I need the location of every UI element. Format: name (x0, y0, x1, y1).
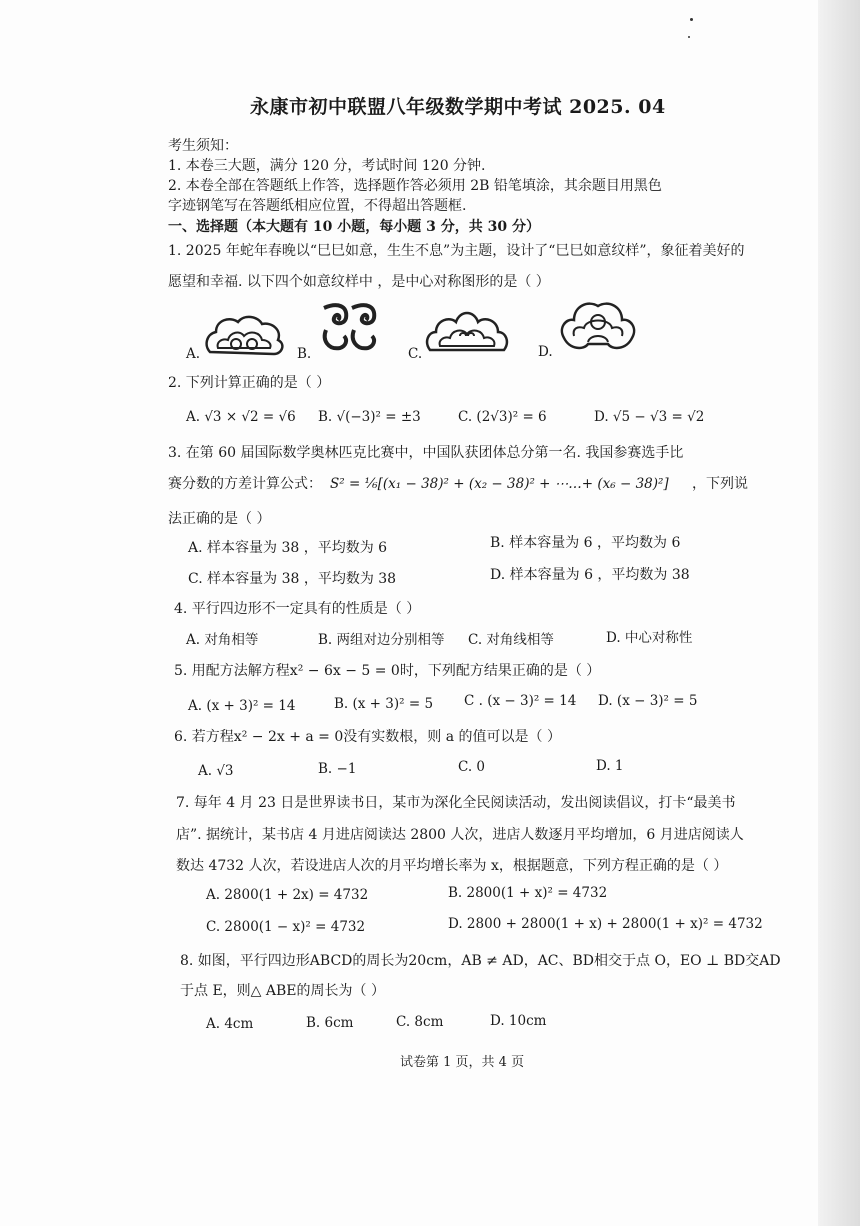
q3-line-2b: ，下列说 (692, 476, 748, 492)
q3-line-2a: 赛分数的方差计算公式： (168, 476, 322, 492)
q8-option-b: B. 6cm (306, 1015, 354, 1031)
ruyi-pattern-d-icon (560, 298, 636, 354)
q3-line-1: 3. 在第 60 届国际数学奥林匹克比赛中，中国队获团体总分第一名. 我国参赛选手比 (168, 445, 684, 461)
notice-line-2a: 2. 本卷全部在答题纸上作答，选择题作答必须用 2B 铅笔填涂，其余题目用黑色 (168, 178, 662, 194)
q5-stem: 5. 用配方法解方程x² − 6x − 5 = 0时，下列配方结果正确的是（ ） (174, 663, 601, 679)
q3-option-c: C. 样本容量为 38 ，平均数为 38 (188, 571, 397, 587)
q4-option-c: C. 对角线相等 (468, 632, 554, 648)
q1-option-b-label: B. (297, 346, 312, 362)
q4-option-a: A. 对角相等 (186, 632, 259, 648)
q6-option-d: D. 1 (596, 758, 624, 774)
scan-speck (688, 36, 690, 38)
q8-option-c: C. 8cm (396, 1014, 444, 1030)
q8-line-2: 于点 E，则△ ABE的周长为（ ） (180, 983, 385, 999)
q2-option-a: A. √3 × √2 = √6 (186, 409, 296, 425)
page-footer: 试卷第 1 页，共 4 页 (400, 1055, 525, 1070)
ruyi-pattern-b-icon (318, 300, 380, 356)
q2-option-c: C. (2√3)² = 6 (458, 409, 547, 425)
q5-option-d: D. (x − 3)² = 5 (598, 693, 698, 709)
q6-option-c: C. 0 (458, 759, 486, 775)
q4-stem: 4. 平行四边形不一定具有的性质是（ ） (174, 601, 421, 617)
exam-title: 永康市初中联盟八年级数学期中考试 2025. 04 (250, 96, 666, 118)
q7-option-a: A. 2800(1 + 2x) = 4732 (206, 887, 369, 903)
q6-option-b: B. −1 (318, 761, 357, 777)
section-1-heading: 一、选择题（本大题有 10 小题，每小题 3 分，共 30 分） (168, 219, 540, 235)
q5-option-b: B. (x + 3)² = 5 (334, 696, 434, 712)
q1-line-2: 愿望和幸福. 以下四个如意纹样中 ，是中心对称图形的是（ ） (168, 274, 550, 290)
q7-line-2: 店”. 据统计，某书店 4 月进店阅读达 2800 人次，进店人数逐月平均增加，6 月进店阅读人 (176, 827, 744, 843)
q7-line-1: 7. 每年 4 月 23 日是世界读书日，某市为深化全民阅读活动，发出阅读倡议，打卡“最美书 (176, 795, 736, 811)
ruyi-pattern-a-icon (204, 312, 286, 360)
q7-line-3: 数达 4732 人次，若设进店人次的月平均增长率为 x，根据题意，下列方程正确的是（ ） (176, 858, 728, 874)
q3-option-a: A. 样本容量为 38 ，平均数为 6 (188, 540, 388, 556)
q4-option-b: B. 两组对边分别相等 (318, 632, 445, 648)
q7-option-c: C. 2800(1 − x)² = 4732 (206, 919, 366, 935)
q1-option-d-label: D. (538, 344, 553, 360)
q7-option-d: D. 2800 + 2800(1 + x) + 2800(1 + x)² = 4732 (448, 916, 763, 932)
q4-option-d: D. 中心对称性 (606, 630, 693, 646)
q8-option-d: D. 10cm (490, 1013, 547, 1029)
notice-line-1: 1. 本卷三大题，满分 120 分，考试时间 120 分钟. (168, 158, 486, 174)
q3-option-b: B. 样本容量为 6 ，平均数为 6 (490, 535, 681, 551)
q1-line-1: 1. 2025 年蛇年春晚以“巳巳如意，生生不息”为主题，设计了“巳巳如意纹样”，象征着美好的 (168, 243, 745, 259)
notice-heading: 考生须知： (168, 138, 238, 154)
q7-option-b: B. 2800(1 + x)² = 4732 (448, 885, 608, 901)
q1-option-a-label: A. (186, 346, 201, 362)
q2-option-b: B. √(−3)² = ±3 (318, 409, 421, 425)
q3-option-d: D. 样本容量为 6 ，平均数为 38 (490, 567, 690, 583)
q3-formula: S² = ⅙[(x₁ − 38)² + (x₂ − 38)² + ⋯…+ (x₆ − 38)²] (330, 476, 669, 492)
scan-speck (690, 18, 693, 21)
q5-option-c: C . (x − 3)² = 14 (464, 693, 577, 709)
ruyi-pattern-c-icon (424, 306, 510, 356)
q6-stem: 6. 若方程x² − 2x + a = 0没有实数根，则 a 的值可以是（ ） (174, 729, 561, 745)
q8-option-a: A. 4cm (206, 1016, 254, 1032)
q3-line-3: 法正确的是（ ） (168, 511, 271, 527)
q8-line-1: 8. 如图，平行四边形ABCD的周长为20cm，AB ≠ AD，AC、BD相交于点 O，EO ⊥ BD交AD (180, 953, 781, 969)
q2-stem: 2. 下列计算正确的是（ ） (168, 375, 331, 391)
q2-option-d: D. √5 − √3 = √2 (594, 409, 705, 425)
q6-option-a: A. √3 (198, 763, 234, 779)
q5-option-a: A. (x + 3)² = 14 (188, 698, 296, 714)
page-edge (818, 0, 860, 1226)
notice-line-2b: 字迹钢笔写在答题纸相应位置，不得超出答题框. (168, 198, 467, 214)
q1-option-c-label: C. (408, 346, 423, 362)
